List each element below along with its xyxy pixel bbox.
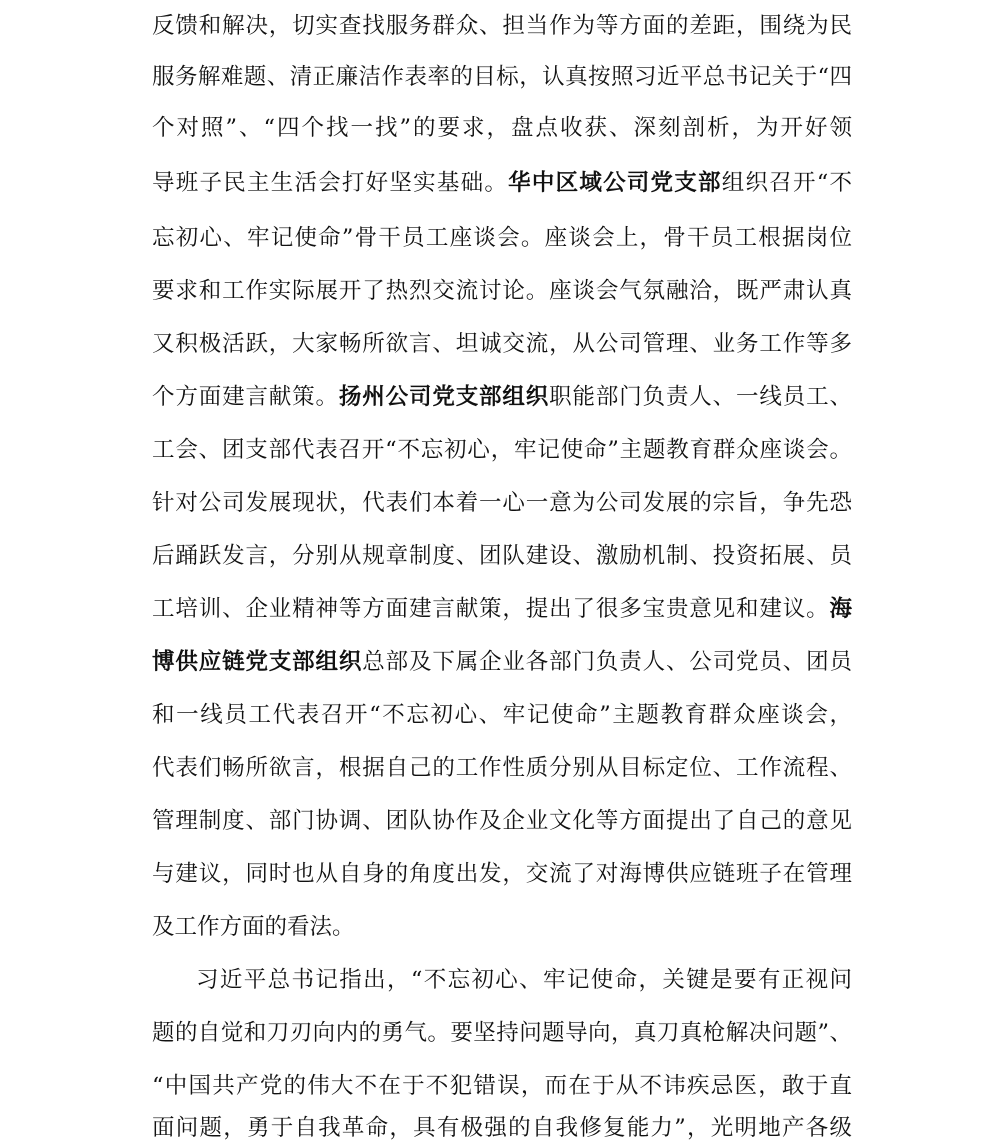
bold-org-name: 海 (829, 596, 852, 622)
bold-org-name: 扬州公司党支部组织 (338, 384, 550, 410)
text-run: 组织召开“不 (721, 170, 852, 196)
text-run: 工培训、企业精神等方面建言献策，提出了很多宝贵意见和建议。 (152, 596, 830, 622)
text-line: 个对照”、“四个找一找”的要求，盘点收获、深刻剖析，为开好领 (152, 115, 852, 141)
text-line-with-bold (152, 379, 852, 415)
text-line-with-bold (152, 644, 852, 680)
text-run: 个方面建言献策。 (152, 384, 339, 410)
text-run: 职能部门负责人、一线员工、 (549, 384, 852, 410)
text-line: 反馈和解决，切实查找服务群众、担当作为等方面的差距，围绕为民 (152, 13, 852, 39)
bold-org-name: 华中区域公司党支部 (508, 170, 722, 196)
text-line: 针对公司发展现状，代表们本着一心一意为公司发展的宗旨，争先恐 (152, 490, 852, 516)
text-line: 及工作方面的看法。 (152, 914, 355, 940)
text-line-with-bold (152, 165, 852, 201)
text-line: 与建议，同时也从自身的角度出发，交流了对海博供应链班子在管理 (152, 861, 852, 887)
text-line: 管理制度、部门协调、团队协作及企业文化等方面提出了自己的意见 (152, 808, 852, 834)
text-line: 面问题，勇于自我革命，具有极强的自我修复能力”，光明地产各级 (152, 1115, 852, 1141)
text-line: 又积极活跃，大家畅所欲言、坦诚交流，从公司管理、业务工作等多 (152, 331, 852, 357)
bold-org-name: 博供应链党支部组织 (152, 649, 363, 675)
text-line: 要求和工作实际展开了热烈交流讨论。座谈会气氛融洽，既严肃认真 (152, 278, 852, 304)
text-line: 后踊跃发言，分别从规章制度、团队建设、激励机制、投资拓展、员 (152, 543, 852, 569)
text-run: 总部及下属企业各部门负责人、公司党员、团员 (362, 649, 852, 675)
text-line: 工会、团支部代表召开“不忘初心，牢记使命”主题教育群众座谈会。 (152, 437, 852, 463)
text-line: 代表们畅所欲言，根据自己的工作性质分别从目标定位、工作流程、 (152, 755, 852, 781)
text-run: 导班子民主生活会打好坚实基础。 (152, 170, 509, 196)
text-line: 忘初心、牢记使命”骨干员工座谈会。座谈会上，骨干员工根据岗位 (152, 225, 852, 251)
text-line: “中国共产党的伟大不在于不犯错误，而在于从不讳疾忌医，敢于直 (152, 1073, 852, 1099)
text-line: 习近平总书记指出，“不忘初心、牢记使命，关键是要有正视问 (196, 967, 852, 993)
text-line: 和一线员工代表召开“不忘初心、牢记使命”主题教育群众座谈会， (152, 702, 852, 728)
text-line: 题的自觉和刀刃向内的勇气。要坚持问题导向，真刀真枪解决问题”、 (152, 1020, 852, 1046)
text-line-with-bold (152, 591, 852, 627)
text-line: 服务解难题、清正廉洁作表率的目标，认真按照习近平总书记关于“四 (152, 64, 852, 90)
